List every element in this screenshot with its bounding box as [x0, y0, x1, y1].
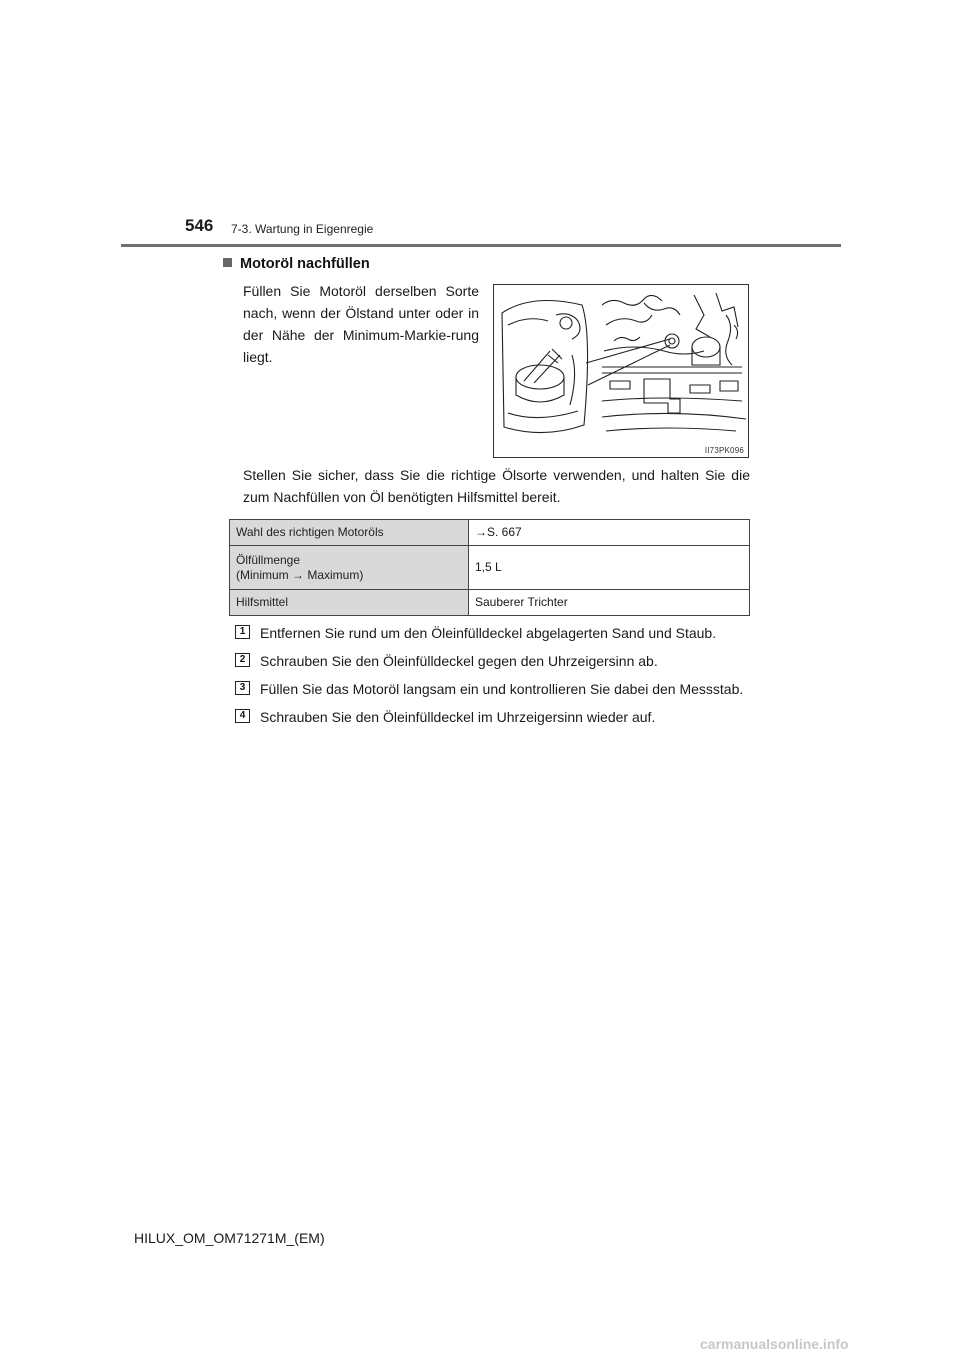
- table-label-cell: Hilfsmittel: [230, 590, 469, 616]
- header-divider: [121, 244, 841, 247]
- step-text: Schrauben Sie den Öleinfülldeckel im Uhrzeigersinn wieder auf.: [260, 709, 656, 725]
- oil-spec-table: [229, 519, 750, 616]
- list-item: [235, 706, 750, 728]
- page-number: 546: [185, 216, 214, 235]
- list-item: [235, 678, 750, 700]
- section-title: 7-3. Wartung in Eigenregie: [231, 222, 374, 236]
- engine-bay-drawing: [494, 285, 749, 458]
- table-label-cell: Wahl des richtigen Motoröls: [230, 520, 469, 546]
- document-code: HILUX_OM_OM71271M_(EM): [134, 1230, 325, 1246]
- step-text: Füllen Sie das Motoröl langsam ein und kontrollieren Sie dabei den Messstab.: [260, 681, 744, 697]
- steps-list: [235, 622, 750, 734]
- table-value-cell: Sauberer Trichter: [469, 590, 750, 616]
- step-number-badge: 1: [235, 625, 250, 639]
- step-text: Schrauben Sie den Öleinfülldeckel gegen den Uhrzeigersinn ab.: [260, 653, 658, 669]
- step-number-badge: 3: [235, 681, 250, 695]
- square-bullet-icon: [223, 258, 232, 267]
- step-number-badge: 4: [235, 709, 250, 723]
- subheading: [223, 256, 370, 272]
- watermark: carmanualsonline.info: [700, 1336, 849, 1352]
- table-value-cell: →S. 667: [469, 520, 750, 546]
- figure-code: II73PK096: [704, 446, 744, 455]
- table-label-cell: [230, 546, 469, 590]
- step-number-badge: 2: [235, 653, 250, 667]
- table-value-cell: 1,5 L: [469, 546, 750, 590]
- label-line: Ölfüllmenge: [236, 552, 301, 567]
- table-row: [230, 546, 750, 590]
- tools-paragraph: Stellen Sie sicher, dass Sie die richtige Ölsorte verwenden, und halten Sie die zum Nachfüllen von Öl benötigten Hilfsmittel bereit.: [243, 467, 750, 505]
- label-line: (Minimum → Maximum): [236, 567, 364, 582]
- intro-paragraph: Füllen Sie Motoröl derselben Sorte nach, wenn der Ölstand unter oder in der Nähe der Minimum-Markie-rung liegt.: [243, 283, 479, 365]
- step-text: Entfernen Sie rund um den Öleinfülldeckel abgelagerten Sand und Staub.: [260, 625, 717, 641]
- subheading-text: Motoröl nachfüllen: [240, 256, 370, 272]
- list-item: [235, 650, 750, 672]
- list-item: [235, 622, 750, 644]
- table-row: [230, 590, 750, 616]
- table-row: [230, 520, 750, 546]
- engine-oil-cap-illustration: [493, 284, 749, 458]
